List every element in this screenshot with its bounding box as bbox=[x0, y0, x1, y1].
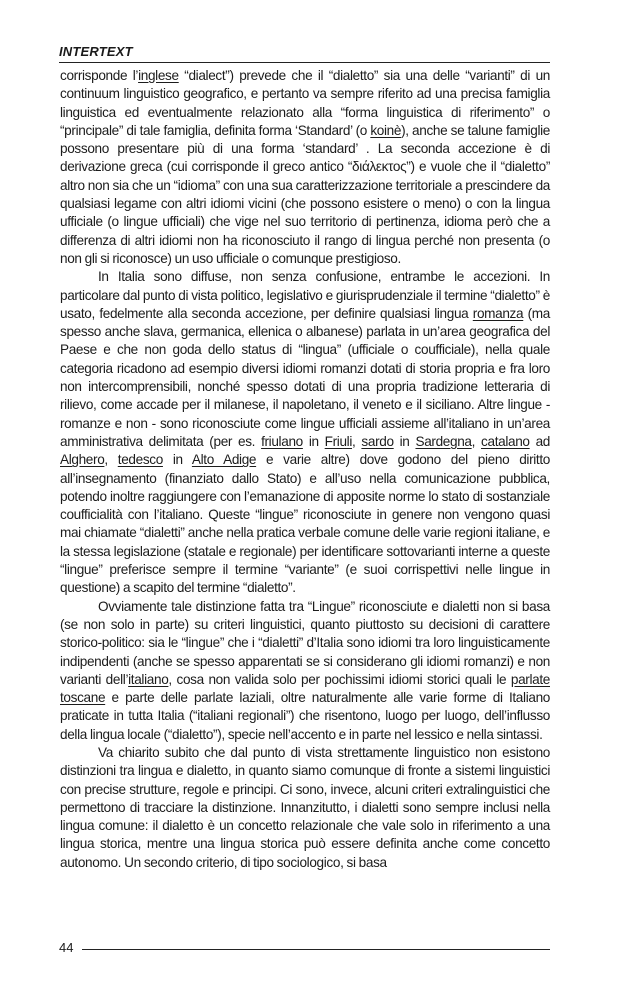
page-number: 44 bbox=[59, 940, 74, 955]
text-run: ), anche se talune famiglie possono presentare più di una forma ‘standard’ . La seconda accezione è di derivazione greca (cui corrisponde il greco antico “διάλεκτος”) e vuole che il “dialetto” altro non sia che un “idioma” con una sua caratterizzazione territoriale a prescindere da qualsiasi legame con altri idiomi vicini (che possono esistere o meno) o con la lingua ufficiale (o lingue ufficiali) che vige nel suo territorio di pertinenza, idioma però che a differenza di altri idiomi non ha riconosciuto il rango di lingua perché non presenta (o non gli si riconosce) un uso ufficiale o comunque prestigioso. bbox=[60, 122, 550, 266]
running-header: INTERTEXT bbox=[59, 44, 133, 59]
term-link[interactable]: italiano bbox=[128, 671, 169, 687]
term-link[interactable]: Sardegna bbox=[415, 433, 472, 449]
text-run: e varie altre) dove godono del pieno diritto all’insegnamento (finanziato dallo Stato) e all’uso nella comunicazione pubblica, potendo inoltre raggiungere con l’emanazione di apposite norme lo stato di sostanziale coufficialità con l’italiano. Queste “lingue” riconosciute in genere non vengono quasi mai chiamate “dialetti” anche nella pratica verbale comune delle varie regioni italiane, e la stessa legislazione (statale e regionale) per identificare sottovarianti interne a queste “lingue” preferisce sempre il termine “variante” (e suoi corrispettivi nelle lingue in questione) a scapito del termine “dialetto”. bbox=[60, 452, 550, 596]
term-link[interactable]: romanza bbox=[472, 305, 524, 321]
text-run: e parte delle parlate laziali, oltre naturalmente alle varie forme di Italiano praticate in tutta Italia (“italiani regionali”) che risentono, luogo per luogo, dell’influsso della lingua locale (“dialetto”), specie nell’accento e in parte nel lessico e nella sintassi. bbox=[60, 690, 550, 742]
term-link[interactable]: koinè bbox=[370, 122, 402, 138]
text-run: , cosa non valida solo per pochissimi idiomi storici quali le bbox=[168, 671, 511, 687]
text-run: “dialect”) prevede che il “dialetto” sia una delle “varianti” di un continuum linguistico geografico, e pertanto va sempre riferito ad una precisa famiglia linguistica ed eventualmente relazionato alla “forma linguistica di riferimento” o “principale” di tale famiglia, definita forma ‘Standard’ (o bbox=[60, 68, 551, 138]
paragraph-3 bbox=[60, 598, 550, 744]
text-run: In Italia sono diffuse, non senza confusione, entrambe le accezioni. In particolare dal punto di vista politico, legislativo e giurisprudenziale il termine “dialetto” è usato, fedelmente alla seconda accezione, per definire qualsiasi lingua bbox=[60, 269, 550, 321]
header-rule bbox=[59, 62, 550, 63]
term-link[interactable]: inglese bbox=[138, 68, 179, 83]
text-run: (ma spesso anche slava, germanica, ellenica o albanese) parlata in un’area geografica del Paese e che non goda dello status di “lingua” (ufficiale o coufficiale), nella quale categoria ricadono ad esempio diversi idiomi romanzi dotati di storia propria e fra loro non intercomprensibili, nonché spesso dotati di una propria tradizione letteraria di rilievo, come accade per il milanese, il napoletano, il veneto e il siciliano. Altre lingue - romanze e non - sono riconosciute come lingue ufficiali assieme all’italiano in un’area amministrativa delimitata (per es. bbox=[60, 305, 550, 449]
footer-rule bbox=[82, 949, 550, 950]
paragraph-1 bbox=[60, 67, 550, 268]
text-run: Va chiarito subito che dal punto di vista strettamente linguistico non esistono distinzioni tra lingua e dialetto, in quanto siamo comunque di fronte a sistemi linguistici con precise strutture, regole e principi. Ci sono, invece, alcuni criteri extralinguistici che permettono di tracciare la distinzione. Innanzitutto, i dialetti sono sempre inclusi nella lingua comune: il dialetto è un concetto relazionale che vale solo in riferimento a una lingua storica, mentre una lingua storica può essere definita anche come concetto autonomo. Un secondo criterio, di tipo sociologico, si basa bbox=[60, 744, 550, 870]
text-run: ad bbox=[529, 433, 551, 449]
paragraph-4 bbox=[60, 744, 550, 872]
term-link[interactable]: sardo bbox=[361, 433, 394, 449]
text-run: Ovviamente tale distinzione fatta tra “Lingue” riconosciute e dialetti non si basa (se non solo in parte) su criteri linguistici, quanto piuttosto su decisioni di carattere storico-politico: sia le “lingue” che i “dialetti” d’Italia sono idiomi tra loro linguisticamente indipendenti (anche se spesso apparentati se si considerano gli idiomi romanzi) e non varianti dell’ bbox=[60, 598, 550, 687]
text-run: , bbox=[352, 433, 362, 449]
term-link[interactable]: catalano bbox=[481, 433, 530, 449]
term-link[interactable]: tedesco bbox=[117, 452, 163, 468]
term-link[interactable]: Friuli bbox=[324, 433, 353, 449]
term-link[interactable]: friulano bbox=[261, 433, 303, 449]
term-link[interactable]: Alto Adige bbox=[191, 452, 257, 468]
text-run: , bbox=[104, 452, 118, 468]
text-run: in bbox=[393, 433, 416, 449]
text-run: in bbox=[162, 452, 192, 468]
term-link[interactable]: Alghero bbox=[60, 452, 105, 468]
text-run: corrisponde l’ bbox=[60, 68, 139, 83]
text-run: in bbox=[302, 433, 325, 449]
paragraph-2 bbox=[60, 268, 550, 597]
body-text bbox=[60, 67, 550, 872]
term-link[interactable]: parlate toscane bbox=[60, 671, 550, 706]
text-run: , bbox=[471, 433, 482, 449]
